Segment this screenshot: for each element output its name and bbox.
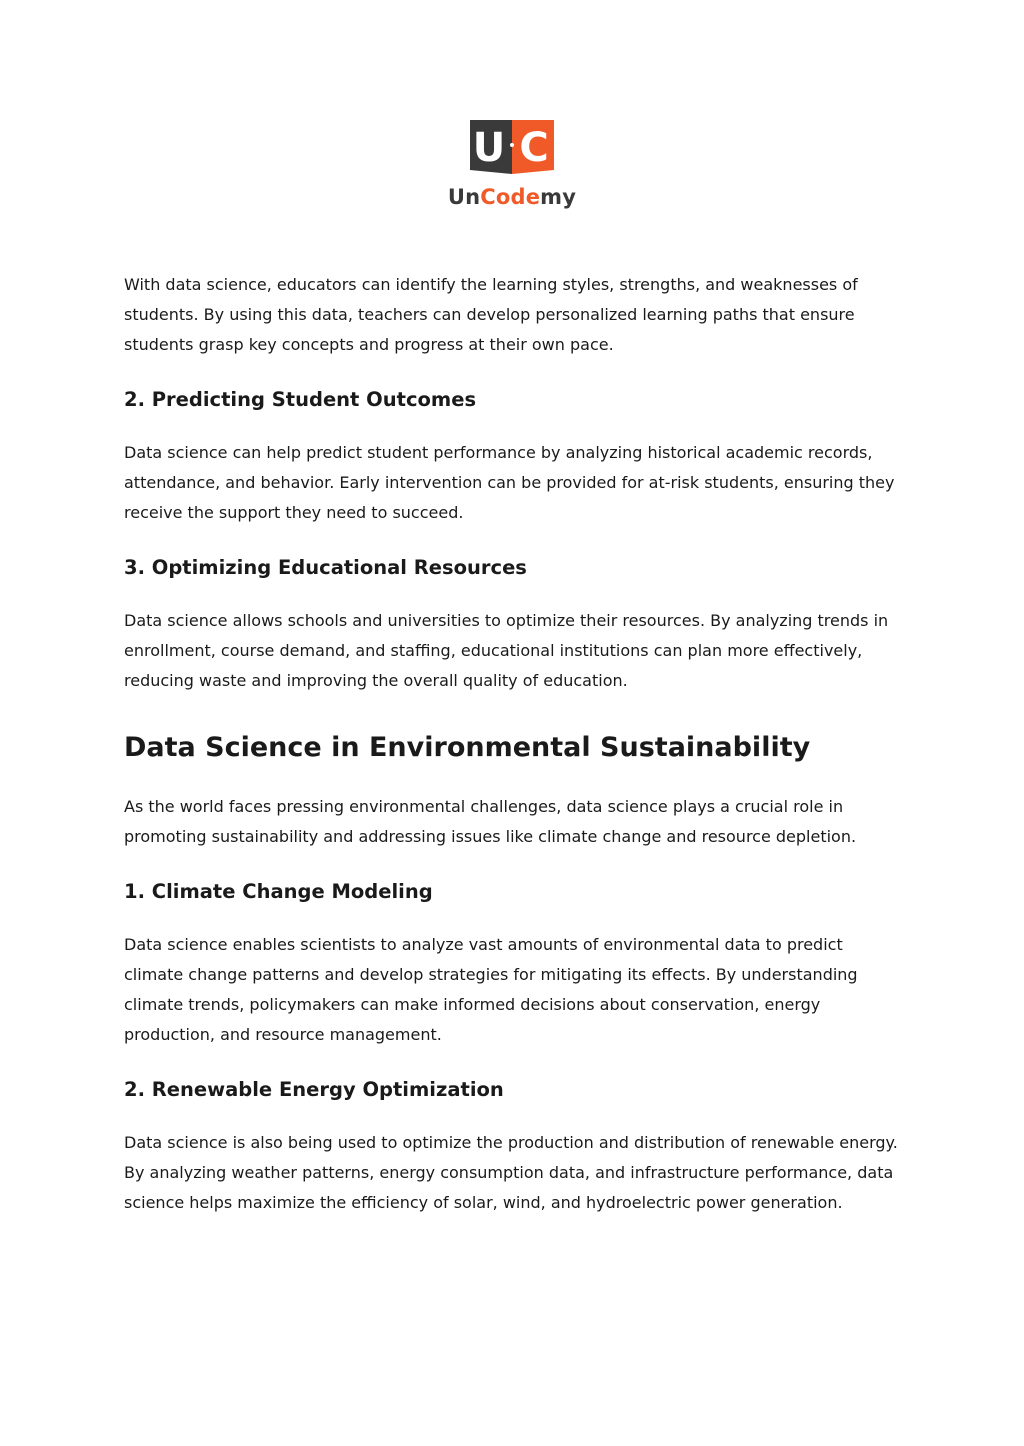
logo-wordmark xyxy=(0,184,1024,210)
paragraph-optimizing-educational-resources: Data science allows schools and universities to optimize their resources. By analyzing trends in enrollment, course demand, and staffing, educational institutions can plan more effectively, reducing waste and improving the overall quality of education. xyxy=(124,611,889,690)
heading-renewable-energy-optimization: 2. Renewable Energy Optimization xyxy=(124,1078,504,1101)
paragraph-environmental-intro: As the world faces pressing environmental challenges, data science plays a crucial role in promoting sustainability and addressing issues like climate change and resource depletion. xyxy=(124,797,857,846)
uncodemy-logo-mark xyxy=(468,118,556,180)
intro-paragraph: With data science, educators can identify the learning styles, strengths, and weaknesses of students. By using this data, teachers can develop personalized learning paths that ensure students grasp key concepts and progress at their own pace. xyxy=(124,275,858,354)
heading-optimizing-educational-resources: 3. Optimizing Educational Resources xyxy=(124,556,527,579)
document-body xyxy=(124,270,900,1218)
heading-climate-change-modeling: 1. Climate Change Modeling xyxy=(124,880,433,903)
paragraph-predicting-student-outcomes: Data science can help predict student performance by analyzing historical academic records, attendance, and behavior. Early intervention can be provided for at-risk students, ensuring they receive the support they need to succeed. xyxy=(124,443,895,522)
heading-environmental-sustainability: Data Science in Environmental Sustainability xyxy=(124,732,811,763)
logo-wordmark-code: Code xyxy=(480,185,541,209)
logo-mark-right-letter: C xyxy=(519,125,549,171)
uncodemy-logo xyxy=(0,118,1024,210)
paragraph-climate-change-modeling: Data science enables scientists to analyze vast amounts of environmental data to predict climate change patterns and develop strategies for mitigating its effects. By understanding climate trends, policymakers can make informed decisions about conservation, energy production, and resource management. xyxy=(124,935,858,1044)
logo-wordmark-my: my xyxy=(540,185,577,209)
paragraph-renewable-energy-optimization: Data science is also being used to optimize the production and distribution of renewable energy. By analyzing weather patterns, energy consumption data, and infrastructure performance, data science helps maximize the efficiency of solar, wind, and hydroelectric power generation. xyxy=(124,1133,898,1212)
logo-mark-left-letter: U xyxy=(472,125,506,171)
heading-predicting-student-outcomes: 2. Predicting Student Outcomes xyxy=(124,388,477,411)
logo-wordmark-un: Un xyxy=(447,185,481,209)
